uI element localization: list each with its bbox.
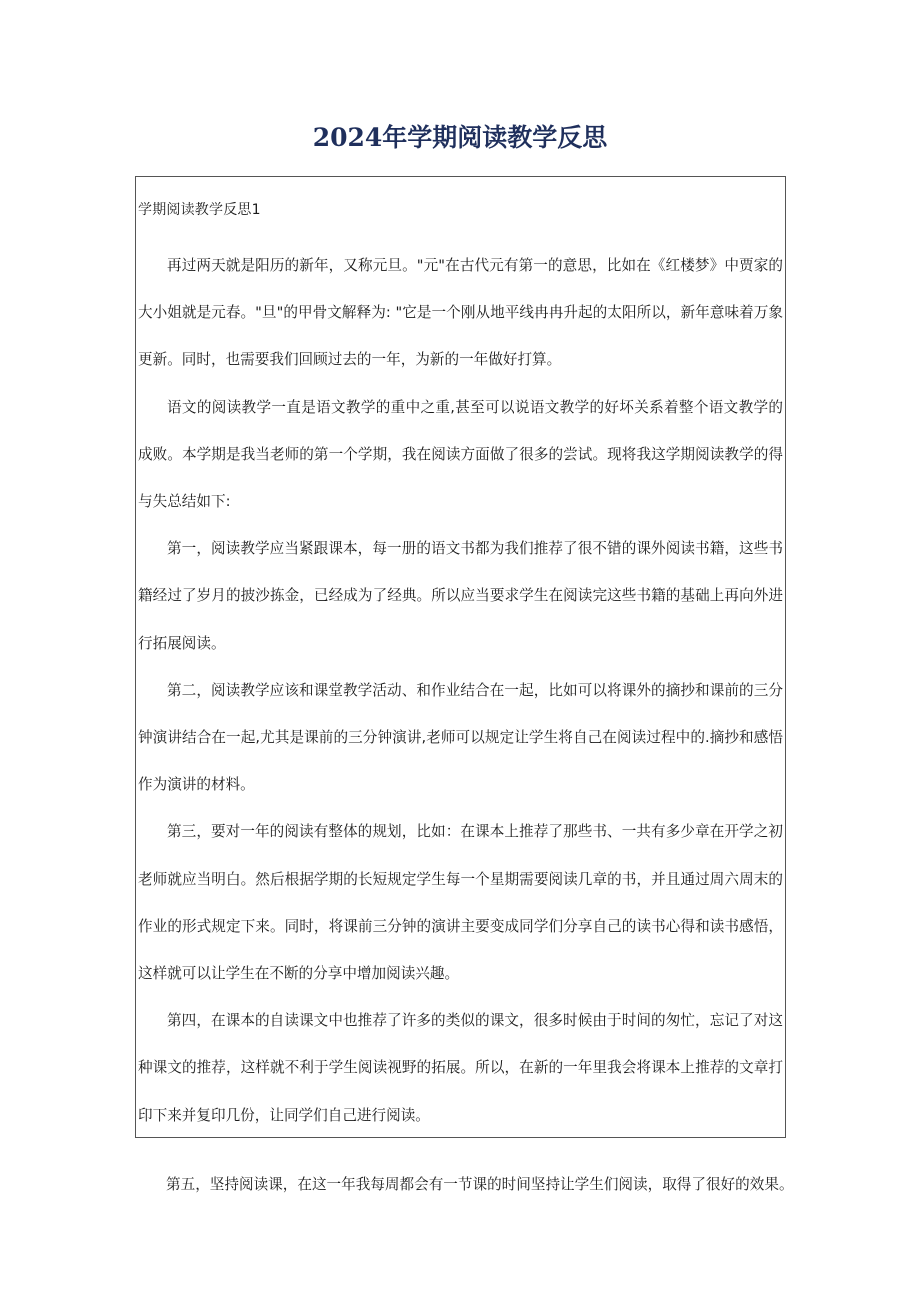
section-heading: 学期阅读教学反思1 <box>138 202 261 218</box>
document-title: 2024年学期阅读教学反思 <box>312 123 608 152</box>
content-body <box>138 195 783 1139</box>
paragraph-overview: 语文的阅读教学一直是语文教学的重中之重,甚至可以说语文教学的好坏关系着整个语文教学的成败。本学期是我当老师的第一个学期，我在阅读方面做了很多的尝试。现将我这学期阅读教学的得与失总结如下: <box>138 398 783 511</box>
paragraph-point-1: 第一，阅读教学应当紧跟课本，每一册的语文书都为我们推荐了很不错的课外阅读书籍，这些书籍经过了岁月的披沙拣金，已经成为了经典。所以应当要求学生在阅读完这些书籍的基础上再向外进行拓展阅读。 <box>138 540 783 652</box>
paragraph-point-5: 第五，坚持阅读课，在这一年我每周都会有一节课的时间坚持让学生们阅读，取得了很好的效果。 <box>166 1176 794 1193</box>
paragraph-intro: 再过两天就是阳历的新年，又称元旦。"元"在古代元有第一的意思，比如在《红楼梦》中贾家的大小姐就是元春。"旦"的甲骨文解释为: "它是一个刚从地平线冉冉升起的太阳所以，新年意味着万象更新。同时，也需要我们回顾过去的一年，为新的一年做好打算。 <box>138 257 783 369</box>
paragraph-point-3: 第三，要对一年的阅读有整体的规划，比如：在课本上推荐了那些书、一共有多少章在开学之初老师就应当明白。然后根据学期的长短规定学生每一个星期需要阅读几章的书，并且通过周六周末的作业的形式规定下来。同时，将课前三分钟的演讲主要变成同学们分享自己的读书心得和读书感悟，这样就可以让学生在不断的分享中增加阅读兴趣。 <box>138 823 783 983</box>
content-frame <box>135 176 786 1138</box>
paragraph-point-2: 第二，阅读教学应该和课堂教学活动、和作业结合在一起，比如可以将课外的摘抄和课前的三分钟演讲结合在一起,尤其是课前的三分钟演讲,老师可以规定让学生将自己在阅读过程中的.摘抄和感悟作为演讲的材料。 <box>138 681 783 794</box>
paragraph-point-4: 第四，在课本的自读课文中也推荐了许多的类似的课文，很多时候由于时间的匆忙，忘记了对这种课文的推荐，这样就不利于学生阅读视野的拓展。所以，在新的一年里我会将课本上推荐的文章打印下来并复印几份，让同学们自己进行阅读。 <box>138 1012 783 1124</box>
